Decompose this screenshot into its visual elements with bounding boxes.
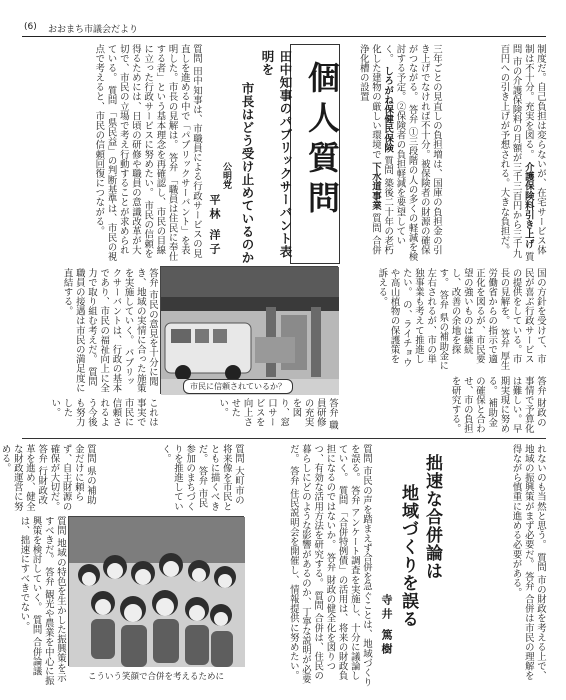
article1-text-block-b: 三年ごとの見直しの負担増は、国庫の負担金の引き上げでなければ不十分。被保険者の財源の確保がつながる。 答弁 ①三段階の人の多くの軽減を検討する予定。②保険者の負担軽減を要望していく。 しろがね保健民保険 質問 築後二十年の老朽化した建物の厳しい環境で 下水道事業 質問 合併浄化槽の設置 [357, 44, 442, 262]
publication-title: おおまち市議会だより [48, 25, 139, 35]
article2-text-block-d: 質問 県の補助金だけに頼らず、自主財源の確保が大切だ。 答弁 行財政改革を進め、健全な財政運営に努める。 [0, 444, 96, 512]
article1-author: 平林 洋子 [208, 194, 221, 257]
article1-party: 公明党 [221, 162, 231, 189]
article2-text-block-c: 質問 大町市の将来像を市民とともに描くべきだ。 答弁 市民参加のまちづくりを推進していく。 [159, 444, 244, 512]
article2-text-block-b: 質問 市民の声を踏まえず合併を急ぐことは、地域づくりを誤る。 答弁 アンケート調査を実施し、十分に議論していく。 質問 「合併特例債」の活用は、将来の財政負担になるのではないか。 答弁 財政の健全化を図りつつ、有効な活用方法を研究する。 質問 合併は、住民の暮らしにどのような影響があるのか、丁寧な説明が必要だ。 答弁 住民説明会を開催し、情報提供に努めたい。 [287, 444, 372, 687]
article1-text-block-a: 制度だ。自己負担は変らないが、在宅サービス体制は不十分。充実を図る。 介護保険料引き上げ 質問 市の介護保険料の月額が三千三百円から三千九百円への引き上げが予想される。大きな負担だ。 [498, 44, 546, 262]
subheading-care-insurance: 介護保険料引き上げ [522, 162, 534, 249]
article1-text-block-h: これは事実で市民に信頼されるよう今後も努力したい。 [49, 398, 158, 427]
section-divider [22, 438, 546, 439]
article1-text-block-c: 質問 田中知事は、市職員による行政サービスの見直しを進める中で「パブリックサーバント」を表明した。市長の見解は。 答弁 「職員は住民に奉仕する者」という基本理念を再確認し、市民の目線に立った行政サービスに努めたい。 市民の信頼を得るためには、日頃の研修や職員の意識改革が大切で、市民の立場で考え行動することが求められている。 質問 「県民益」の判断基準は、市民の視点で考えると、市民の信頼回復につながる。 [93, 44, 202, 262]
article1-text-block-g: 答弁 職員研修の充実を図り、窓口サービスを向上させたい。 [217, 398, 338, 430]
article2-headline-area [376, 444, 456, 690]
photo-hospital-image [161, 267, 339, 395]
section-title-box [290, 44, 340, 264]
section-title: 個人質問 [303, 61, 341, 221]
subheading-health: しろがね保健民保険 [382, 66, 394, 153]
article1-headline-2: 市長はどう受け止めているのか [240, 82, 255, 264]
photo-children-caption: こういう笑顔で合併を考えるために [87, 672, 224, 682]
page-header [22, 22, 546, 37]
article1-headline-1: 田中知事のパブリックサーバント表明を [260, 50, 293, 258]
article2-text-block-a: れないのも当然と思う。 質問 市の財政を考える上で、地域の振興策がまず必要だ。 答弁 合併は市民の理解を得ながら慎重に進める必要がある。 [510, 444, 546, 681]
article2-headline-1: 拙速な合併論は [422, 454, 442, 580]
photo-children [68, 516, 244, 666]
page-number: (6) [24, 22, 37, 32]
article1-headline-area [204, 44, 293, 264]
photo-hospital-caption: 市民に信頼されているか？ [183, 379, 293, 394]
article1-text-block-f: 答弁 財政の事情で予算化は難しい。早期実現に努める。 補助金の確保と合わせ、市の負担を研究する。 [449, 376, 546, 434]
article2-headline-2: 地域づくりを誤る [398, 484, 418, 628]
article1-text-block-e: 答弁 市民の意見を十分に聞き、地域の実情に合った施策を実施していく。 パブリックサーバントは、行政の基本であり、市民の福祉向上に全力で取り組む考えだ。 質問 職員の接遇は市民の満足度に直結する。 [61, 268, 158, 393]
photo-children-image [69, 517, 245, 667]
photo-hospital [160, 266, 338, 394]
article2-author: 寺井 篤樹 [380, 594, 393, 657]
article2-text-block-e: 質問 地域の特色を生かした振興策を示すべきだ。 答弁 観光や農業を中心に振興策を検討していく。 質問 合併論議は、拙速にすべきでない。 [18, 516, 66, 686]
subheading-sewer: 下水道事業 [369, 162, 381, 211]
article1-text-block-d: 国の方針を受けて、市民が喜ぶ行政サービスの提供をしている。市長の見解を。 答弁 厚生労働省からの指示で適正化を図るが、市民要望の強いものは継続し、改善の余地を探す。 答弁 県の補助金に左右されるが、市の単独事業も考えて推進したい。 の、ライチョウや高山植物の保護策を訴える。 [376, 268, 546, 371]
